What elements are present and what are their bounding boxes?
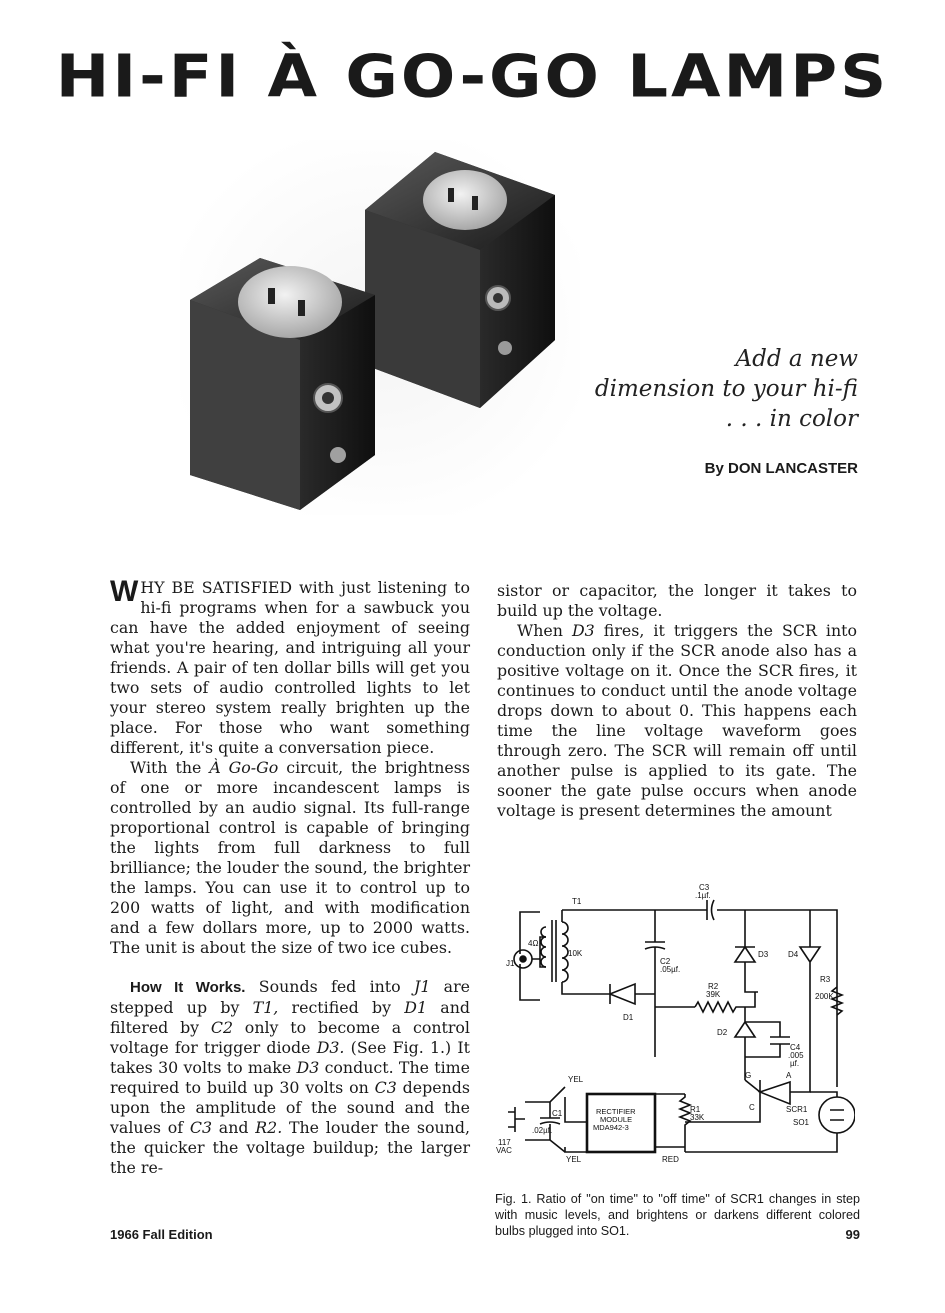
front-lamp-unit xyxy=(190,258,375,510)
label-rectifier: RECTIFIER xyxy=(596,1107,636,1116)
text-emphasis: J1 xyxy=(413,977,431,996)
label-c2: C2 xyxy=(660,957,671,966)
label-r3: R3 xyxy=(820,975,831,984)
text: Sounds fed into xyxy=(245,977,414,996)
page-number: 99 xyxy=(845,1227,860,1242)
paragraph xyxy=(497,621,857,821)
paragraph xyxy=(110,575,470,758)
label-scr1: SCR1 xyxy=(786,1105,808,1114)
text: conduct. The time required to build up 30 volts on xyxy=(110,1058,471,1097)
resistor-r1 xyxy=(680,1094,690,1152)
line-plug-wires xyxy=(525,1087,565,1152)
label-r1-value: 33K xyxy=(690,1113,705,1122)
diode-d1 xyxy=(562,982,635,1004)
body-column-right xyxy=(497,581,857,821)
paragraph xyxy=(110,977,470,1178)
text: When xyxy=(517,621,572,640)
article-title: HI-FI À GO-GO LAMPS xyxy=(55,42,890,112)
body-column-left xyxy=(110,575,471,1178)
transformer-t1 xyxy=(541,920,568,982)
figure-caption: Fig. 1. Ratio of "on time" to "off time" of SCR1 changes in step with music levels, and brightens or darkens different colored bulbs plugged into SO1. xyxy=(495,1192,860,1238)
label-yel-top: YEL xyxy=(568,1075,584,1084)
label-c3-value: .1µf. xyxy=(695,891,711,900)
label-r2: R2 xyxy=(708,982,719,991)
capacitor-c3 xyxy=(707,900,714,920)
diode-d3 xyxy=(735,910,758,992)
label-t1: T1 xyxy=(572,897,582,906)
text: and xyxy=(212,1118,256,1137)
text-emphasis: C3 xyxy=(374,1078,397,1097)
label-d3: D3 xyxy=(758,950,769,959)
label-module: MODULE xyxy=(600,1115,633,1124)
paragraph-text: HY BE SATISFIED with just listening to hi-fi programs when for a sawbuck you can have the added enjoyment of seeing what you're hearing, and intriguing all your friends. A pair of ten dollar bills will get you two sets of audio controlled lights to let your stereo system really brighten up the place. For those who want something different, it's quite a conversation piece. xyxy=(110,578,470,757)
label-d4: D4 xyxy=(788,950,799,959)
text-emphasis: C2 xyxy=(210,1018,234,1037)
deck-line: . . . in color xyxy=(725,406,858,432)
schematic-diagram xyxy=(490,882,855,1180)
text: circuit, the brightness of one or more incandescent lamps is controlled by an audio signal. Its full-range proportional control is capable of bringing the lights from full darkness to full brilliance; the louder the sound, the brighter the lamps. You can use it to control up to 200 watts of light, and with modification and a few dollars more, up to 2000 watts. The unit is about the size of two ice cubes. xyxy=(110,758,470,957)
byline: By DON LANCASTER xyxy=(704,460,858,477)
text: are stepped up by xyxy=(110,977,470,1017)
text-emphasis: D1 xyxy=(404,998,427,1017)
text-emphasis: À Go-Go xyxy=(209,758,279,777)
text-emphasis: D3 xyxy=(572,621,595,640)
label-d2: D2 xyxy=(717,1028,728,1037)
label-r2-value: 39K xyxy=(706,990,721,999)
article-deck xyxy=(580,344,858,434)
text: only to become a control voltage for trigger diode xyxy=(110,1018,470,1057)
paragraph xyxy=(110,758,470,958)
label-c3: C3 xyxy=(699,883,710,892)
text: (See Fig. 1.) It takes 30 volts to make xyxy=(110,1038,470,1077)
footer-edition: 1966 Fall Edition xyxy=(110,1227,213,1242)
label-r1: R1 xyxy=(690,1105,701,1114)
text-emphasis: D3. xyxy=(316,1038,345,1057)
lamp-units-photo xyxy=(180,140,580,515)
capacitor-c4 xyxy=(745,1022,790,1057)
label-ohm: 4Ω xyxy=(528,939,539,948)
label-anode: A xyxy=(786,1071,792,1080)
label-c2-value: .05µf. xyxy=(660,965,681,974)
label-j1: J1 xyxy=(506,959,515,968)
scr1 xyxy=(745,1067,810,1104)
label-yel-bottom: YEL xyxy=(566,1155,582,1164)
label-module-part: MDA942-3 xyxy=(593,1123,629,1132)
label-c1: C1 xyxy=(552,1109,563,1118)
text: fires, it triggers the SCR into conduction only if the SCR anode also has a positive voltage on it. Once the SCR fires, it continues to conduct until the anode voltage drops down to about 0. This happens each time the line voltage waveform goes through zero. The SCR will remain off until another pulse is applied to its gate. The sooner the gate pulse occurs when anode voltage is present determines the amount xyxy=(497,621,857,820)
section-heading: How It Works. xyxy=(130,979,246,996)
socket-so1 xyxy=(819,1097,855,1133)
text: and filtered by xyxy=(110,998,470,1037)
text-emphasis: D3 xyxy=(296,1058,320,1077)
deck-line: dimension to your hi-fi xyxy=(594,376,858,402)
label-cathode: C xyxy=(749,1103,755,1112)
label-c4: C4 xyxy=(790,1043,801,1052)
label-10k: 10K xyxy=(568,949,583,958)
text: rectified by xyxy=(278,998,405,1017)
label-r3-value: 200K xyxy=(815,992,834,1001)
label-c4-unit: µf. xyxy=(790,1059,800,1068)
label-c1-value: .02µf. xyxy=(532,1126,553,1135)
text: sistor or capacitor, the longer it takes to build up the voltage. xyxy=(497,581,857,620)
text: With the xyxy=(130,758,210,777)
drop-cap: W xyxy=(110,575,139,608)
label-so1: SO1 xyxy=(793,1118,810,1127)
diode-d2 xyxy=(735,1007,755,1080)
label-vac: VAC xyxy=(496,1146,512,1155)
text-emphasis: C3 xyxy=(189,1118,213,1137)
resistor-r2 xyxy=(695,992,755,1012)
text-emphasis: T1, xyxy=(252,998,279,1017)
text-emphasis: R2. xyxy=(255,1118,283,1137)
power-plug xyxy=(508,1107,525,1132)
paragraph xyxy=(497,581,857,621)
label-red: RED xyxy=(662,1155,679,1164)
deck-line: Add a new xyxy=(735,346,858,372)
text: depends upon the amplitude of the sound and the values of xyxy=(110,1078,470,1137)
diode-d4 xyxy=(800,910,820,1067)
label-c4-value: .005 xyxy=(788,1051,804,1060)
label-117: 117 xyxy=(498,1138,511,1147)
text: The louder the sound, the quicker the voltage buildup; the larger the re- xyxy=(110,1118,470,1177)
label-d1: D1 xyxy=(623,1013,634,1022)
label-gate: G xyxy=(745,1071,752,1080)
